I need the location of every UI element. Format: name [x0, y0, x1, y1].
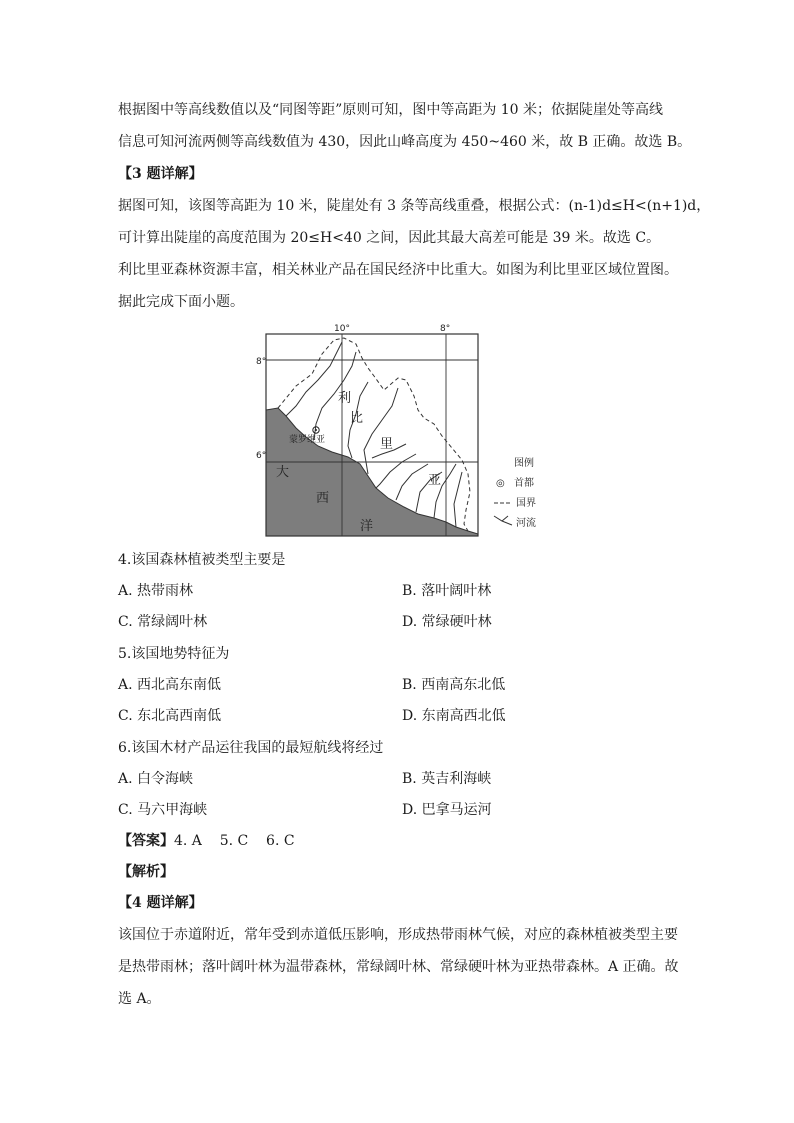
ocean-char: 洋 — [360, 519, 374, 534]
legend-label: 河流 — [516, 518, 536, 529]
country-char: 比 — [350, 411, 364, 426]
q6-option-d: D. 巴拿马运河 — [402, 802, 492, 818]
country-char: 利 — [338, 391, 352, 406]
paragraph-line: 是热带雨林；落叶阔叶林为温带森林，常绿阔叶林、常绿硬叶林为亚热带森林。A 正确。故 — [118, 959, 679, 975]
river — [454, 472, 462, 527]
lat-label-8: 8° — [256, 357, 267, 367]
q6-option-a: A. 白令海峡 — [118, 771, 194, 787]
ocean-char: 大 — [276, 465, 290, 480]
q5-option-c: C. 东北高西南低 — [118, 708, 222, 724]
country-char: 里 — [380, 437, 394, 452]
q4-option-d: D. 常绿硬叶林 — [402, 614, 492, 630]
question-6-stem — [118, 738, 383, 758]
section-heading-q3: 【3 题详解】 — [118, 166, 203, 182]
country-char: 亚 — [428, 473, 442, 488]
question-4-stem — [118, 550, 285, 570]
q6-option-c: C. 马六甲海峡 — [118, 802, 208, 818]
legend-label: 首都 — [514, 478, 534, 489]
paragraph-line: 该国位于赤道附近，常年受到赤道低压影响，形成热带雨林气候，对应的森林植被类型主要 — [118, 927, 678, 943]
q5-option-a: A. 西北高东南低 — [118, 677, 222, 693]
q5-option-d: D. 东南高西北低 — [402, 708, 506, 724]
question-5-stem — [118, 644, 229, 664]
river — [364, 388, 398, 474]
question-stem: 该国木材产品运往我国的最短航线将经过 — [131, 740, 384, 756]
answer-text: 4. A 5. C 6. C — [174, 833, 295, 849]
capital-legend-icon: ◎ — [496, 478, 505, 489]
lat-label-6: 6° — [256, 451, 267, 461]
legend-title: 图例 — [514, 458, 534, 469]
question-number: 4. — [118, 552, 132, 568]
map-legend — [494, 456, 536, 529]
q4-option-a: A. 热带雨林 — [118, 583, 194, 599]
paragraph-line: 信息可知河流两侧等高线数值为 430，因此山峰高度为 450~460 米，故 B 正确。故选 B。 — [118, 134, 692, 150]
analysis-heading: 【解析】 — [118, 864, 174, 880]
question-number: 5. — [118, 646, 132, 662]
liberia-location-map — [256, 324, 546, 540]
lon-label-10: 10° — [334, 324, 350, 334]
lon-label-8: 8° — [440, 324, 451, 334]
section-heading-q4: 【4 题详解】 — [118, 895, 203, 911]
q4-option-b: B. 落叶阔叶林 — [402, 583, 492, 599]
answer-line — [118, 831, 295, 851]
river — [376, 454, 416, 488]
paragraph-line: 可计算出陡崖的高度范围为 20≤H<40 之间，因此其最大高差可能是 39 米。故选 C。 — [118, 230, 661, 246]
question-stem: 该国地势特征为 — [131, 646, 230, 662]
q6-option-b: B. 英吉利海峡 — [402, 771, 492, 787]
ocean-char: 西 — [316, 491, 330, 506]
q5-option-b: B. 西南高东北低 — [402, 677, 506, 693]
capital-label: 蒙罗维亚 — [289, 435, 326, 445]
river — [286, 342, 342, 416]
question-stem: 该国森林植被类型主要是 — [131, 552, 286, 568]
paragraph-line: 根据图中等高线数值以及“同图等距”原则可知，图中等高距为 10 米；依据陡崖处等高线 — [118, 102, 664, 118]
paragraph-line: 据此完成下面小题。 — [118, 294, 244, 310]
river — [396, 464, 428, 500]
paragraph-line: 据图可知，该图等高距为 10 米，陡崖处有 3 条等高线重叠，根据公式：(n-1)d≤H<(n+1)d， — [118, 198, 711, 214]
q4-option-c: C. 常绿阔叶林 — [118, 614, 208, 630]
paragraph-line: 利比里亚森林资源丰富，相关林业产品在国民经济中比重大。如图为利比里亚区域位置图。 — [118, 262, 678, 278]
legend-label: 国界 — [516, 498, 536, 509]
paragraph-line: 选 A。 — [118, 991, 161, 1007]
question-number: 6. — [118, 740, 132, 756]
answer-label: 【答案】 — [118, 833, 174, 849]
